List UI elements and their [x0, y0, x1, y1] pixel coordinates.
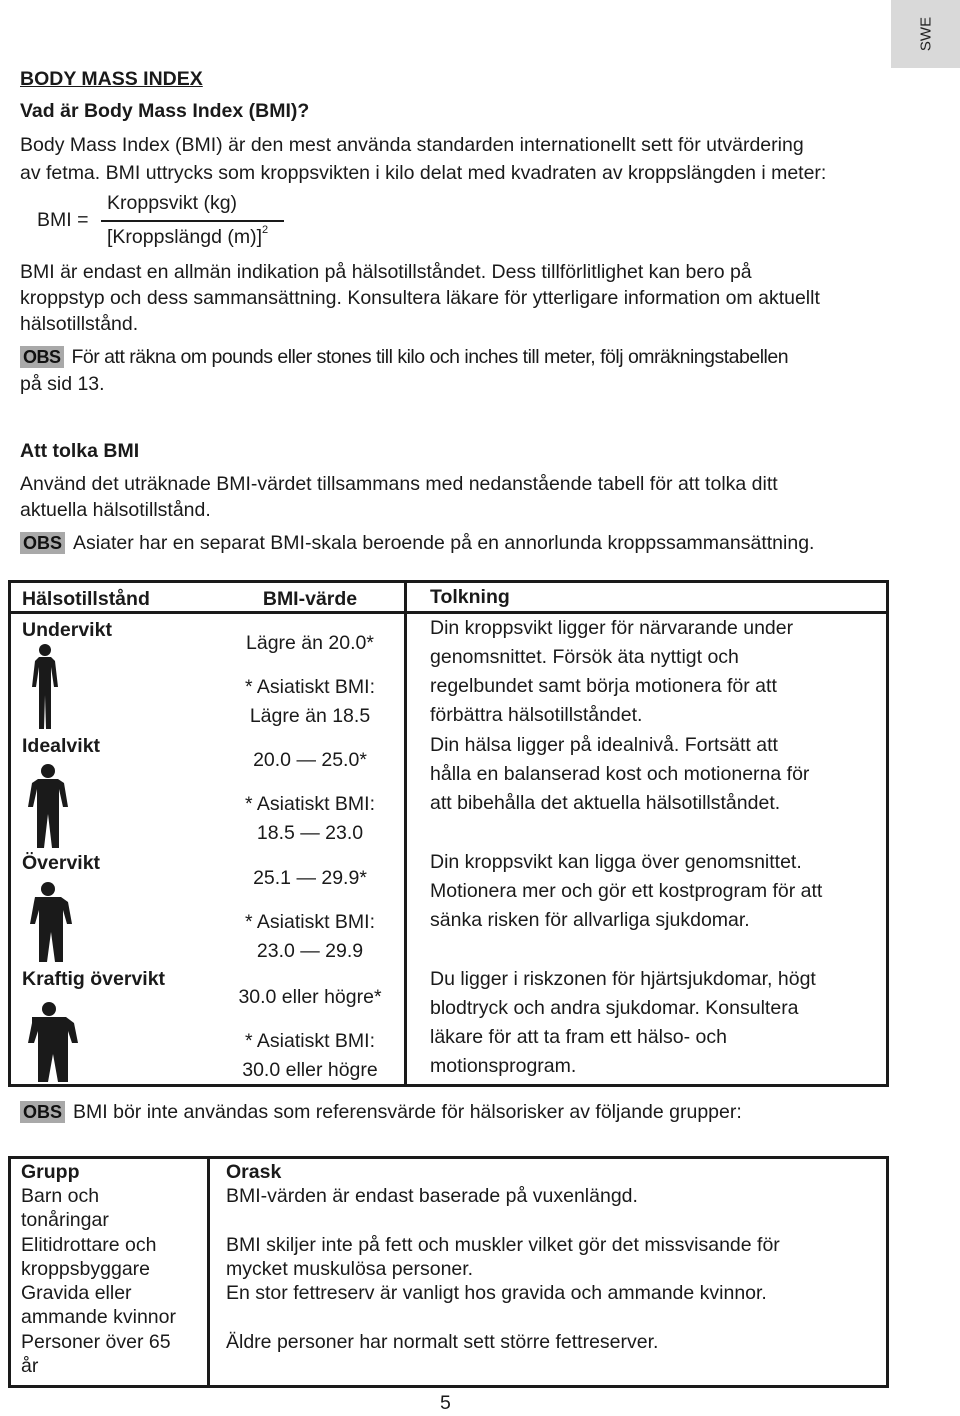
obs-badge: OBS [20, 532, 65, 554]
section-heading-what-is-bmi: Vad är Body Mass Index (BMI)? [20, 100, 310, 122]
language-tab [891, 0, 960, 68]
asian-bmi-obese-label: * Asiatiskt BMI: [244, 1030, 376, 1052]
asian-bmi-obese-value: 30.0 eller högre [242, 1059, 378, 1081]
obs-badge: OBS [20, 346, 64, 368]
bmi-value-overweight: 25.1 — 29.9* [253, 867, 367, 889]
interpretation-overweight-3: sänka risken för allvarliga sjukdomar. [430, 909, 750, 931]
obs-note-3 [20, 1099, 742, 1125]
interpretation-underweight-2: genomsnittet. Försök äta nyttigt och [430, 646, 739, 668]
document-title: BODY MASS INDEX [20, 68, 203, 90]
overweight-figure-icon [22, 882, 74, 962]
header-group: Grupp [21, 1161, 80, 1183]
interpretation-ideal-3: att bibehålla det aktuella hälsotillståndet. [430, 792, 781, 814]
group-2-line-2: kroppsbyggare [21, 1258, 150, 1280]
bmi-value-obese: 30.0 eller högre* [238, 986, 382, 1008]
formula-label: BMI = [37, 209, 89, 231]
obs-note-1 [20, 344, 788, 370]
asian-bmi-overweight-label: * Asiatiskt BMI: [244, 911, 376, 933]
formula-denominator: [Kroppslängd (m)] [107, 226, 262, 248]
bmi-value-underweight: Lägre än 20.0* [246, 632, 374, 654]
reason-3-line-1: En stor fettreserv är vanligt hos gravida och ammande kvinnor. [226, 1282, 767, 1304]
obs-note-2 [20, 530, 814, 556]
table-divider [207, 1156, 210, 1388]
group-4-line-2: år [21, 1355, 39, 1377]
asian-bmi-underweight-value: Lägre än 18.5 [249, 705, 371, 727]
obs-note-1-line-2: på sid 13. [20, 373, 105, 395]
section-heading-interpret: Att tolka BMI [20, 440, 140, 462]
obese-figure-icon [18, 1002, 80, 1082]
formula-exponent: 2 [261, 224, 269, 236]
intro-line-2: av fetma. BMI uttrycks som kroppsvikten i kilo delat med kvadraten av kroppslängden i meter: [20, 162, 827, 184]
obs-note-1-line-1: För att räkna om pounds eller stones till kilo och inches till meter, följ omräkningstabellen [71, 346, 789, 368]
header-bmi-value: BMI-värde [262, 588, 358, 610]
state-obese: Kraftig övervikt [22, 968, 166, 990]
group-1-line-1: Barn och [21, 1185, 100, 1207]
formula-numerator: Kroppsvikt (kg) [107, 192, 238, 214]
note-line-3: hälsotillstånd. [20, 313, 139, 335]
interpretation-overweight-2: Motionera mer och gör ett kostprogram för att [430, 880, 823, 902]
state-overweight: Övervikt [22, 852, 101, 874]
asian-bmi-overweight-value: 23.0 — 29.9 [256, 940, 364, 962]
group-3-line-1: Gravida eller [21, 1282, 132, 1304]
state-underweight: Undervikt [22, 619, 112, 641]
bmi-value-ideal: 20.0 — 25.0* [253, 749, 367, 771]
ideal-weight-figure-icon [24, 764, 72, 848]
obs-note-3-text: BMI bör inte användas som referensvärde för hälsorisker av följande grupper: [73, 1101, 742, 1123]
obs-badge: OBS [20, 1101, 65, 1123]
section2-line-1: Använd det uträknade BMI-värdet tillsammans med nedanstående tabell för att tolka ditt [20, 473, 778, 495]
interpretation-overweight-1: Din kroppsvikt kan ligga över genomsnittet. [430, 851, 802, 873]
interpretation-underweight-4: förbättra hälsotillståndet. [430, 704, 643, 726]
state-ideal: Idealvikt [22, 735, 101, 757]
note-line-1: BMI är endast en allmän indikation på hälsotillståndet. Dess tillförlitlighet kan bero på [20, 261, 752, 283]
section2-line-2: aktuella hälsotillstånd. [20, 499, 211, 521]
interpretation-obese-3: läkare för att ta fram ett hälso- och [430, 1026, 727, 1048]
header-interpretation: Tolkning [430, 586, 510, 608]
interpretation-ideal-2: hålla en balanserad kost och motionerna för [430, 763, 810, 785]
asian-bmi-ideal-label: * Asiatiskt BMI: [244, 793, 376, 815]
group-1-line-2: tonåringar [21, 1209, 109, 1231]
reason-2-line-1: BMI skiljer inte på fett och muskler vilket gör det missvisande för [226, 1234, 780, 1256]
asian-bmi-underweight-label: * Asiatiskt BMI: [244, 676, 376, 698]
group-2-line-1: Elitidrottare och [21, 1234, 157, 1256]
page-number: 5 [440, 1392, 451, 1414]
reason-4-line-1: Äldre personer har normalt sett större fettreserver. [226, 1331, 659, 1353]
group-3-line-2: ammande kvinnor [21, 1306, 176, 1328]
header-reason: Orask [226, 1161, 282, 1183]
table-divider [404, 580, 407, 1087]
interpretation-underweight-3: regelbundet samt börja motionera för att [430, 675, 777, 697]
interpretation-obese-4: motionsprogram. [430, 1055, 577, 1077]
underweight-figure-icon [28, 643, 62, 729]
note-line-2: kroppstyp och dess sammansättning. Konsultera läkare för ytterligare information om aktuellt [20, 287, 820, 309]
header-state: Hälsotillstånd [22, 588, 150, 610]
interpretation-obese-1: Du ligger i riskzonen för hjärtsjukdomar, högt [430, 968, 816, 990]
interpretation-obese-2: blodtryck och andra sjukdomar. Konsultera [430, 997, 799, 1019]
reason-1-line-1: BMI-värden är endast baserade på vuxenlängd. [226, 1185, 638, 1207]
formula-denominator-wrap [107, 226, 268, 249]
intro-line-1: Body Mass Index (BMI) är den mest använda standarden internationellt sett för utvärdering [20, 134, 804, 156]
interpretation-ideal-1: Din hälsa ligger på idealnivå. Fortsätt att [430, 734, 778, 756]
asian-bmi-ideal-value: 18.5 — 23.0 [256, 822, 364, 844]
fraction-line [101, 220, 284, 222]
obs-note-2-text: Asiater har en separat BMI-skala beroende på en annorlunda kroppssammansättning. [73, 532, 815, 554]
reason-2-line-2: mycket muskulösa personer. [226, 1258, 474, 1280]
interpretation-underweight-1: Din kroppsvikt ligger för närvarande under [430, 617, 794, 639]
language-tab-label: SWE [917, 16, 934, 52]
group-4-line-1: Personer över 65 [21, 1331, 171, 1353]
